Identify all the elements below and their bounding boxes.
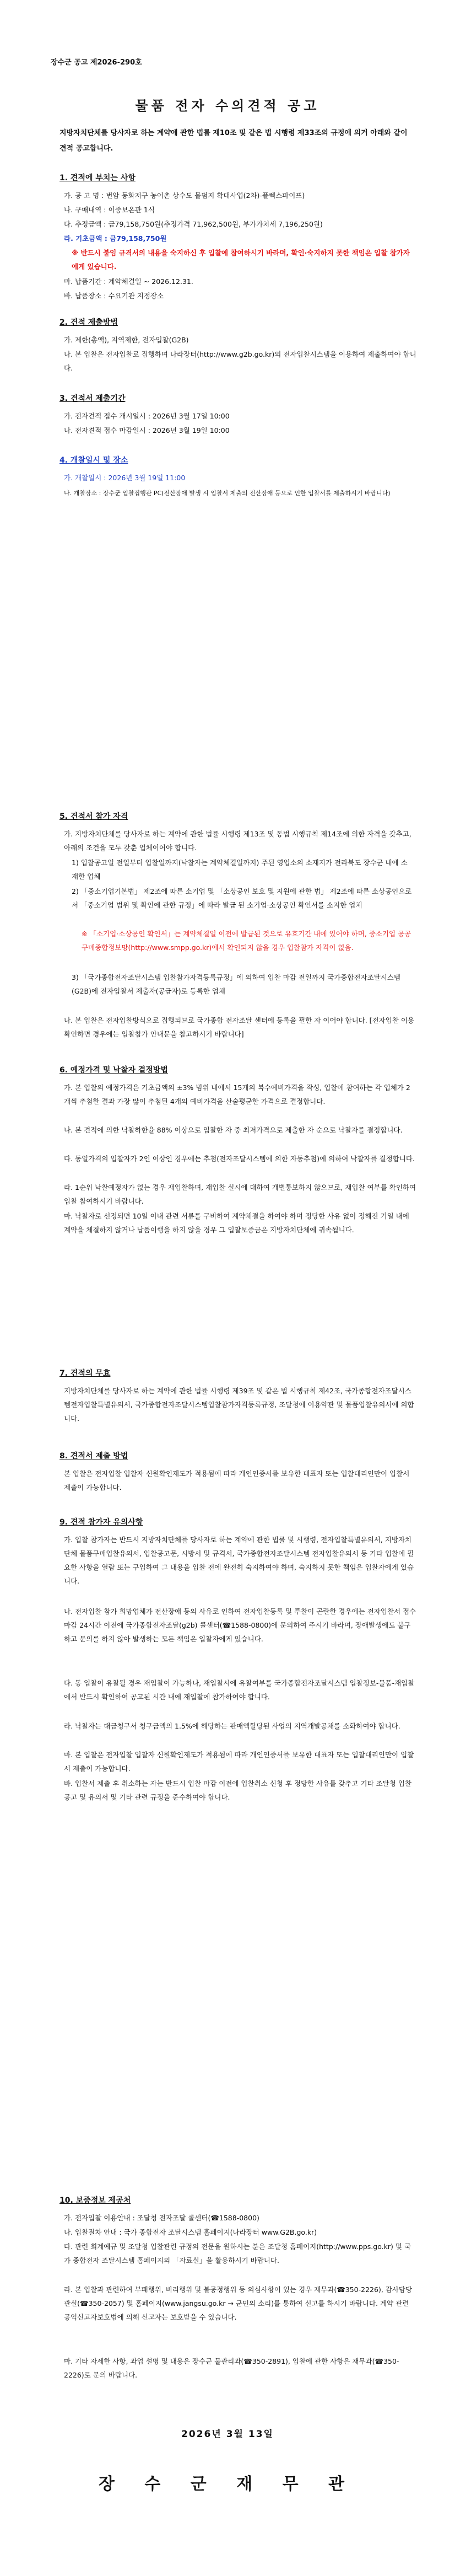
section-10-title: 10. 보증정보 제공처 — [59, 2196, 131, 2205]
section-8-title: 8. 견적서 제출 방법 — [59, 1452, 128, 1461]
s9-item-f: 바. 입찰서 제출 후 취소하는 자는 반드시 입찰 마감 이전에 입찰취소 신청 후 정당한 사유를 갖추고 기타 조달청 입찰공고 및 유의서 및 기타 관련 규정을 준수하여야 합니다. — [64, 1779, 411, 1801]
s5-p2: 나. 본 입찰은 전자입찰방식으로 집행되므로 국가종합 전자조달 센터에 등록을 필한 자 이어야 합니다. [전자입찰 이용확인하면 경우에는 입찰참가 안내문을 참고하시기 바랍니다] — [64, 1016, 414, 1038]
s6-item-e: 마. 낙찰자로 선정되면 10일 이내 관련 서류를 구비하여 계약체결을 하여야 하며 정당한 사유 없이 정해진 기일 내에 계약을 체결하지 않거나 납품이행을 하지 않을 경우 그 입찰보증금은 지방자치단체에 귀속됩니다. — [64, 1212, 409, 1234]
s5-p1-note: ※ 「소기업·소상공인 확인서」는 계약체결일 이전에 발급된 것으로 유효기간 내에 있어야 하며, 중소기업 공공구매종합정보망(http://www.smpp.go.kr)에서 확인되지 않을 경우 입찰참가 자격이 없음. — [82, 930, 411, 952]
section-4-title: 4. 개찰일시 및 장소 — [59, 456, 128, 465]
announcement-date: 2026년 3월 13일 — [181, 2429, 274, 2440]
section-9-title: 9. 견적 참가자 유의사항 — [59, 1518, 143, 1527]
s9-item-b: 나. 전자입찰 참가 희망업체가 전산장애 등의 사유로 인하여 전자입찰등록 및 투찰이 곤란한 경우에는 전자입찰서 접수마감 24시간 이전에 국가종합전자조달(g2b) 콜센터(☎1588-0800)에 문의하여 주시기 바라며, 장애발생에도 불구하고 문의를 하지 않아 발생하는 모든 책임은 입찰자에게 있습니다. — [64, 1607, 416, 1643]
issuer-signature: 장 수 군 재 무 관 — [98, 2475, 357, 2494]
intro-paragraph: 지방자치단체를 당사자로 하는 계약에 관한 법률 제10조 및 같은 법 시행령 제33조의 규정에 의거 아래와 같이 견적 공고합니다. — [59, 129, 408, 153]
s6-item-b: 나. 본 견적에 의한 낙찰하한율 88% 이상으로 입찰한 자 중 최저가격으로 제출한 자 순으로 낙찰자를 결정합니다. — [64, 1126, 403, 1134]
s1-item-f: 바. 납품장소 : 수요기관 지정장소 — [64, 292, 164, 300]
s9-item-d: 라. 낙찰자는 대금청구서 청구금액의 1.5%에 해당하는 판매액할당된 사업의 지역개발공채를 소화하여야 합니다. — [64, 1722, 400, 1730]
s1-item-a: 가. 공 고 명 : 번암 동화저구 농어촌 상수도 물펌지 확대사업(2차)-플렉스파이프) — [64, 191, 305, 200]
s5-p1-3: 3) 「국가종합전자조달시스템 입찰참가자격등록규정」에 의하여 입찰 마감 전일까지 국가종합전자조달시스템(G2B)에 전자입찰서 제출자(공급자)로 등록한 업체 — [72, 973, 400, 995]
section-5-title: 5. 견적서 참가 자격 — [59, 812, 128, 821]
s1-item-c: 다. 추정금액 : 금79,158,750원(추정가격 71,962,500원, 부가가치세 7,196,250원) — [64, 220, 323, 228]
s10-item-d: 라. 본 입찰과 관련하여 부패행위, 비리행위 및 불공정행위 등 의심사항이 있는 경우 재무과(☎350-2226), 감사담당관실(☎350-2057) 및 홈페이지(www.jangsu.go.kr → 군민의 소리)를 통하여 신고를 하시기 바랍니다. 계약 관련 공익신고자보호법에 의해 신고자는 보호받을 수 있습니다. — [64, 2285, 413, 2321]
s10-item-b: 나. 입찰절차 안내 : 국가 종합전자 조달시스템 홈페이지(나라장터 www.G2B.go.kr) — [64, 2228, 317, 2236]
s9-item-c: 다. 동 입찰이 유찰될 경우 재입찰이 가능하나, 재입찰시에 유찰여부를 국가종합전자조달시스템 입찰정보-물품-재입찰에서 반드시 확인하여 공고된 시간 내에 재입찰에 참가하여야 합니다. — [64, 1679, 415, 1701]
s10-item-a: 가. 전자입찰 이용안내 : 조달청 전자조달 콜센터(☎1588-0800) — [64, 2214, 259, 2222]
s1-note: ※ 반드시 붙임 규격서의 내용을 숙지하신 후 입찰에 참여하시기 바라며, 확인·숙지하지 못한 책임은 입찰 참가자에게 있습니다. — [72, 249, 410, 271]
section-6-title: 6. 예정가격 및 낙찰자 결정방법 — [59, 1066, 168, 1075]
s5-p1-2: 2) 「중소기업기본법」 제2조에 따른 소기업 및 「소상공인 보호 및 지원에 관한 법」 제2조에 따른 소상공인으로서 「중소기업 범위 및 확인에 관한 규정」에 따라 발급 된 소기업·소상공인 확인서를 소지한 업체 — [72, 887, 412, 909]
s7-paragraph: 지방자치단체를 당사자로 하는 계약에 관한 법률 시행령 제39조 및 같은 법 시행규칙 제42조, 국가종합전자조달시스템전자입찰특별유의서, 국가종합전자조달시스템입찰참가자격등록규정, 조달청에 이용약관 및 물품입찰유의서에 의합니다. — [64, 1387, 414, 1423]
s1-item-e: 마. 납품기간 : 계약체결일 ~ 2026.12.31. — [64, 277, 193, 286]
s9-item-e: 마. 본 입찰은 전자입찰 입찰자 신원확인제도가 적용됨에 따라 개인인증서를 보유한 대표자 또는 입찰대리인만이 입찰서 제출이 가능합니다. — [64, 1751, 414, 1773]
s10-item-e: 마. 기타 자세한 사항, 과업 설명 및 내용은 장수군 물관리과(☎350-2891), 입찰에 관한 사항은 재무과(☎350-2226)로 문의 바랍니다. — [64, 2357, 399, 2379]
s3-item-b: 나. 전자견적 접수 마감일시 : 2026년 3월 19일 10:00 — [64, 426, 230, 434]
s6-item-d: 라. 1순위 낙찰예정자가 없는 경우 재입찰하며, 재입찰 실시에 대하여 개별통보하지 않으므로, 재입찰 여부를 확인하여 입찰 참여하시기 바랍니다. — [64, 1183, 416, 1205]
s5-p1: 가. 지방자치단체를 당사자로 하는 계약에 관한 법률 시행령 제13조 및 동법 시행규칙 제14조에 의한 자격을 갖추고, 아래의 조건을 모두 갖춘 업체이어야 합니다. — [64, 830, 411, 852]
s3-item-a: 가. 전자견적 접수 개시일시 : 2026년 3월 17일 10:00 — [64, 412, 230, 420]
s2-item-b: 나. 본 입찰은 전자입찰로 집행하며 나라장터(http://www.g2b.go.kr)의 전자입찰시스템을 이용하여 제출하여야 합니다. — [64, 350, 416, 372]
s9-item-a: 가. 입찰 참가자는 반드시 지방자치단체를 당사자로 하는 계약에 관한 법률 및 시행령, 전자입찰특별유의서, 지방자치단체 물품구매입찰유의서, 입찰공고문, 시방서 및 규격서, 국가종합전자조달시스템 전자입찰유의서 등 기타 입찰에 필요한 사항을 열람 또는 구입하여 그 내용을 입찰 전에 완전히 숙지하여야 하며, 숙지하지 못한 책임은 입찰자에게 있습니다. — [64, 1536, 414, 1585]
s4-item-a: 가. 개찰일시 : 2026년 3월 19일 11:00 — [64, 474, 186, 482]
section-1-title: 1. 견적에 부치는 사항 — [59, 174, 136, 183]
s1-item-d: 라. 기초금액 : 금79,158,750원 — [64, 234, 167, 243]
s10-item-c: 다. 관련 회계예규 및 조달청 입찰관련 규정의 전문을 원하시는 분은 조달청 홈페이지(http://www.pps.go.kr) 및 국가 종합전자 조달시스템 홈페이지의 「자료실」을 활용하시기 바랍니다. — [64, 2242, 411, 2264]
s5-p1-1: 1) 입찰공고일 전일부터 입찰일까지(낙찰자는 계약체결일까지) 주된 영업소의 소재지가 전라북도 장수군 내에 소재한 업체 — [72, 858, 408, 881]
s8-paragraph: 본 입찰은 전자입찰 입찰자 신원확인제도가 적용됨에 따라 개인인증서를 보유한 대표자 또는 입찰대리인만이 입찰서 제출이 가능합니다. — [64, 1469, 410, 1491]
s1-item-b: 나. 구매내역 : 이중보온관 1식 — [64, 206, 155, 214]
s4-item-b: 나. 개찰장소 : 장수군 입찰집행관 PC(전산장애 발생 시 입찰서 제출의 전산장애 등으로 인한 입찰서를 제출하시기 바랍니다) — [64, 490, 391, 497]
s6-item-a: 가. 본 입찰의 예정가격은 기초금액의 ±3% 범위 내에서 15개의 복수예비가격을 작성, 입찰에 참여하는 각 업체가 2개씩 추첨한 결과 가장 많이 추첨된 4개의 예비가격을 산술평균한 가격으로 결정합니다. — [64, 1083, 410, 1105]
s2-item-a: 가. 제한(총액), 지역제한, 전자입찰(G2B) — [64, 336, 189, 344]
section-2-title: 2. 견적 제출방법 — [59, 318, 118, 327]
section-7-title: 7. 견적의 무효 — [59, 1369, 111, 1378]
page-title: 물품 전자 수의견적 공고 — [135, 98, 320, 114]
document-number: 장수군 공고 제2026-290호 — [51, 58, 142, 67]
section-3-title: 3. 견적서 제출기간 — [59, 394, 126, 403]
s6-item-c: 다. 동일가격의 입찰자가 2인 이상인 경우에는 추첨(전자조달시스템에 의한 자동추첨)에 의하여 낙찰자를 결정합니다. — [64, 1155, 415, 1163]
